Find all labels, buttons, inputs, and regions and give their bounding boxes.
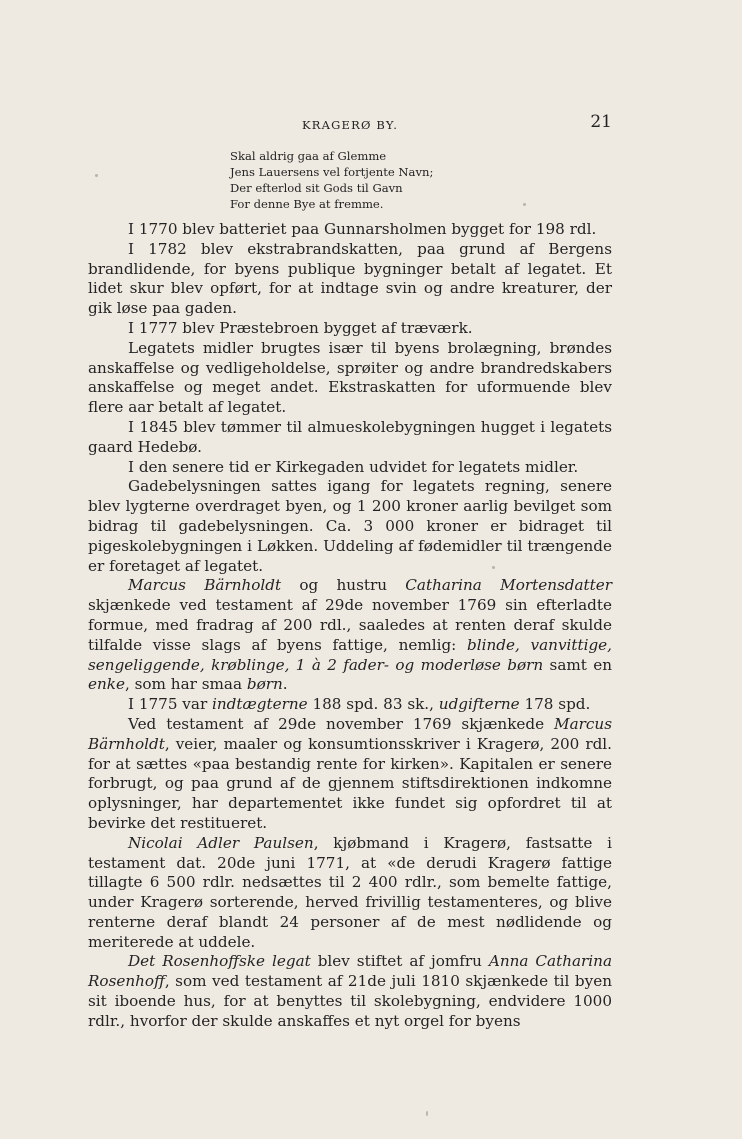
text-run: , veier, maaler og konsumtionsskriver i Kragerø, 200 rdl. for at sættes «paa bestandig rente for kirken». Kapitalen er senere forbrugt, og paa grund af de gjennem stiftsdirektionen indkomne oplysninger, har departementet ikke fundet sig opfordret til at bevirke det restitueret. [88,734,612,832]
paragraph-rosenhoff [88,952,612,1031]
paragraph-battery: I 1770 blev batteriet paa Gunnarsholmen bygget for 198 rdl. [128,220,597,238]
verse-line: Skal aldrig gaa af Glemme [230,149,387,163]
person-name: Marcus Bärnholdt [88,714,612,753]
paper-speck [523,203,526,206]
indtaegterne-term: indtægterne [212,695,308,714]
text-run: , kjøbmand i Kragerø, fastsatte i testament dat. 20de juni 1771, at «de derudi Kragerø fattige tillagte 6 500 rdlr. nedsættes til 2 400 rdlr., som bemelte fattige, under Kragerø sorterende, herved frivillig testamenteres, og blive renterne deraf blandt 24 personer af de mest nødlidende og meriterede at uddele. [88,833,612,951]
paragraph-1845: I 1845 blev tømmer til almueskolebygningen hugget i legatets gaard Hedebø. [88,417,612,456]
paper-speck [95,174,98,177]
text-run: . [282,675,288,694]
paragraph-barnholdt-testament [88,576,612,695]
paragraph-1775 [88,695,612,715]
person-name: Catharina Mortensdatter [405,576,612,595]
text-run: og hustru [281,576,406,595]
text-run: , som ved testament af 21de juli 1810 skjænkede til byen sit iboende hus, for at benyttes til skolebygning, endvidere 1000 rdlr., hvorfor der skulde anskaffes et nyt orgel for byens [88,972,612,1030]
paragraph-kirken-testament [88,715,612,834]
page-number: 21 [590,112,612,132]
text-run: samt en [543,655,613,674]
text-run: 178 spd. [519,695,591,714]
verse-line: Jens Lauersens vel fortjente Navn; [230,165,434,179]
text-run: 188 spd. 83 sk., [307,695,439,714]
paragraph-legat-midler: Legatets midler brugtes især til byens brolægning, brøndes anskaffelse og vedligeholdelse, sprøiter og andre brandredskabers anskaffelse og meget andet. Ekstraskatten for uformuende blev flere aar betalt af legatet. [88,338,612,417]
body-text [88,220,612,1032]
legat-name: Det Rosenhoffske legat [128,952,311,971]
text-run: I 1775 var [128,695,213,714]
page-header [88,112,612,136]
text-run: skjænkede ved testament af 29de november 1769 sin efterladte formue, med fradrag af 200 rdl., saaledes at renten deraf skulde tilfalde visse slags af byens fattige, nemlig: [88,596,612,654]
text-run: , som har smaa [124,675,247,694]
verse-line: For denne Bye at fremme. [230,197,384,211]
paper-speck [492,566,495,569]
epitaph-verse [230,148,433,212]
person-name: Anna Catharina Rosenhoff [88,952,612,991]
paragraph-kirkegaden: I den senere tid er Kirkegaden udvidet for legatets midler. [128,457,579,476]
paper-speck [426,1111,428,1116]
paragraph-paulsen [88,834,612,953]
beneficiary-list: blinde, vanvittige, sengeliggende, krøblinge, 1 à 2 fader- og moderløse børn [88,635,612,674]
person-name: Nicolai Adler Paulsen [128,833,314,852]
paragraph-praestebroen: I 1777 blev Præstebroen bygget af træværk. [128,318,473,337]
udgifterne-term: udgifterne [438,695,520,714]
paragraph-brandskat: I 1782 blev ekstrabrandskatten, paa grund af Bergens brandlidende, for byens publique bygninger betalt af legatet. Et lidet skur blev opført, for at indtage svin og andre kreaturer, der gik løse paa gaden. [88,239,612,318]
person-name: Marcus Bärnholdt [128,576,282,595]
text-run: Ved testament af 29de november 1769 skjænkede [128,714,555,733]
running-title: KRAGERØ BY. [301,118,399,132]
text-run: blev stiftet af jomfru [310,952,489,971]
beneficiary-born: børn [246,675,283,694]
paragraph-gadebelysning: Gadebelysningen sattes igang for legatets regning, senere blev lygterne overdraget byen, og 1 200 kroner aarlig bevilget som bidrag til gadebelysningen. Ca. 3 000 kroner er bidraget til pigeskolebygningen i Løkken. Uddeling af fødemidler til trængende er foretaget af legatet. [88,477,612,575]
beneficiary-enke: enke [88,675,125,694]
verse-line: Der efterlod sit Gods til Gavn [230,181,403,195]
